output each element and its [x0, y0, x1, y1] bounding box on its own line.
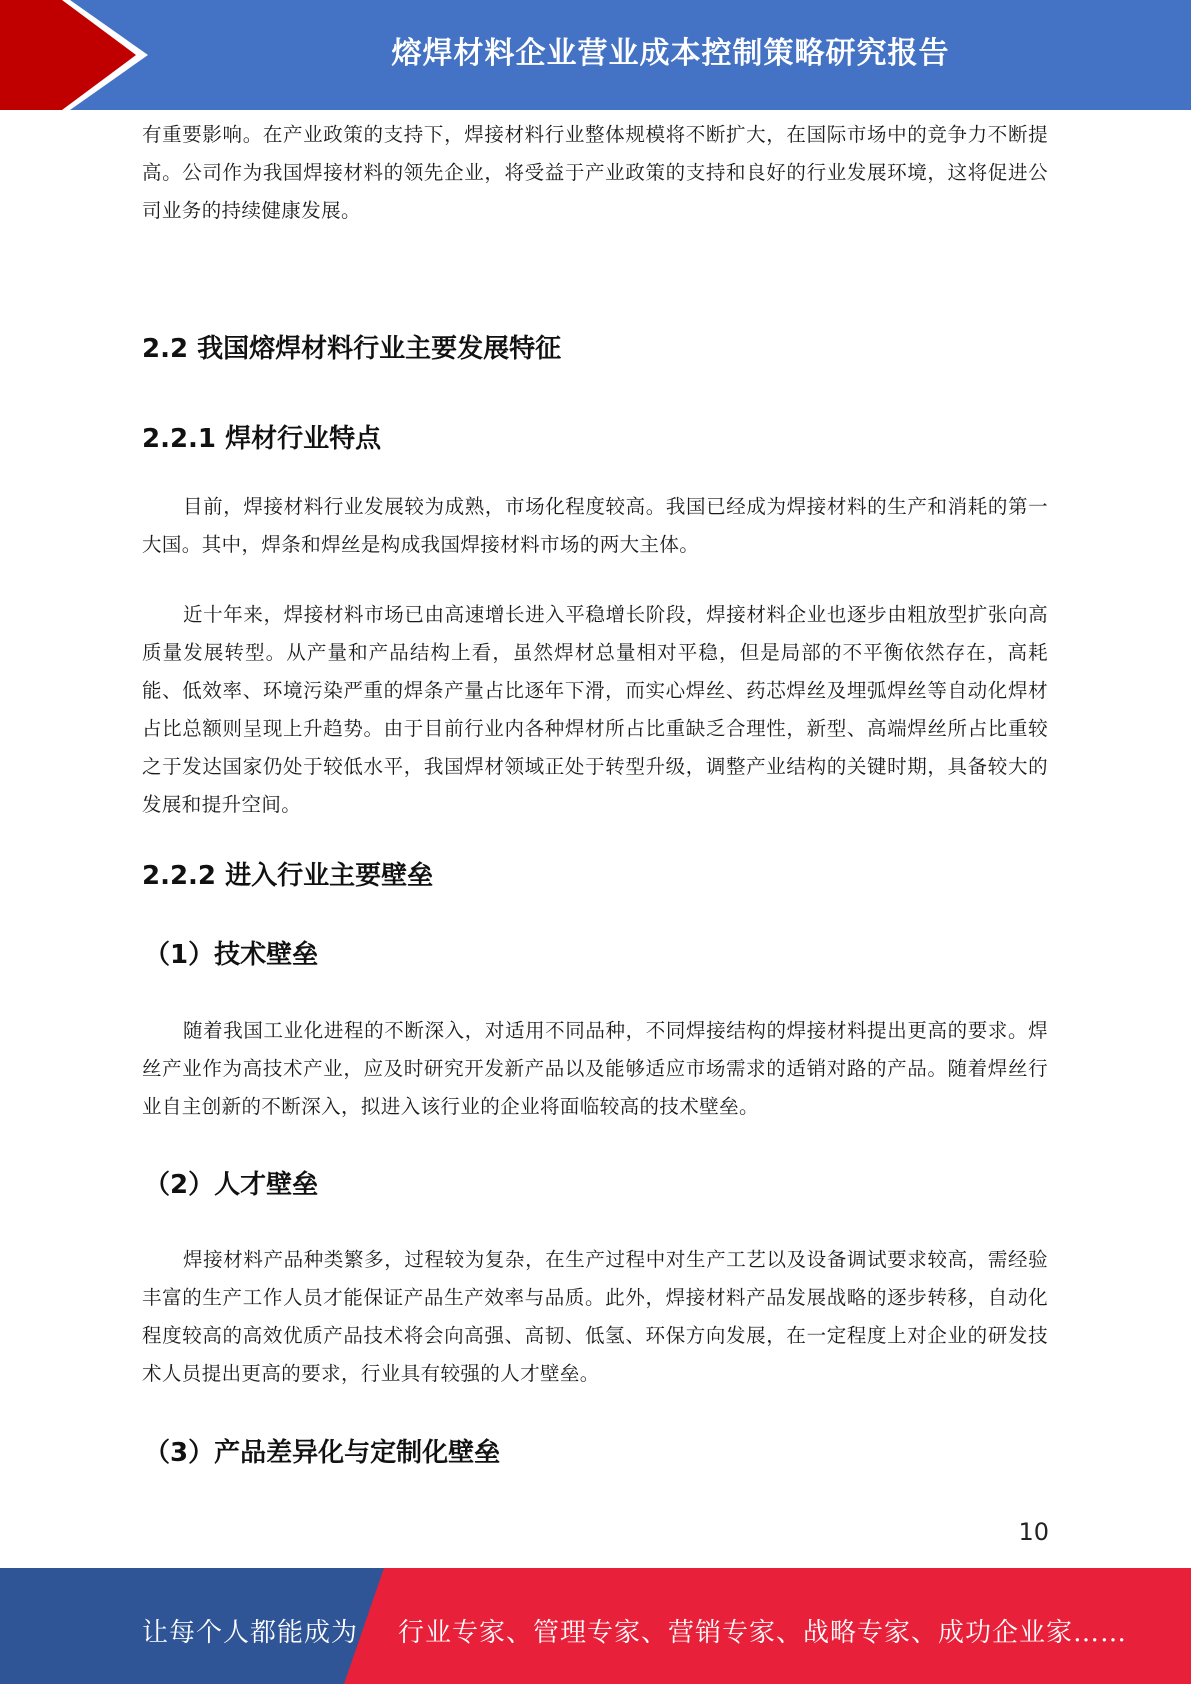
barrier-1-paragraph: 随着我国工业化进程的不断深入，对适用不同品种，不同焊接结构的焊接材料提出更高的要求。焊丝产业作为高技术产业，应及时研究开发新产品以及能够适应市场需求的适销对路的产品。随着焊丝行业自主创新的不断深入，拟进入该行业的企业将面临较高的技术壁垒。 — [142, 1019, 1048, 1118]
barrier-1-heading: （1）技术壁垒 — [144, 940, 319, 970]
barrier-2-heading: （2）人才壁垒 — [144, 1170, 319, 1200]
page-number: 10 — [1018, 1518, 1049, 1546]
page-footer — [0, 1568, 1191, 1684]
header-chevron-decoration — [0, 0, 160, 110]
report-title: 熔焊材料企业营业成本控制策略研究报告 — [391, 36, 950, 71]
barrier-2-paragraph: 焊接材料产品种类繁多，过程较为复杂，在生产过程中对生产工艺以及设备调试要求较高，需经验丰富的生产工作人员才能保证产品生产效率与品质。此外，焊接材料产品发展战略的逐步转移，自动化程度较高的高效优质产品技术将会向高强、高韧、低氢、环保方向发展，在一定程度上对企业的研发技术人员提出更高的要求，行业具有较强的人才壁垒。 — [142, 1248, 1048, 1385]
section-heading-2-2-2: 2.2.2 进入行业主要壁垒 — [142, 861, 434, 891]
intro-paragraph: 有重要影响。在产业政策的支持下，焊接材料行业整体规模将不断扩大，在国际市场中的竞争力不断提高。公司作为我国焊接材料的领先企业，将受益于产业政策的支持和良好的行业发展环境，这将促进公司业务的持续健康发展。 — [142, 123, 1048, 222]
barrier-3-heading: （3）产品差异化与定制化壁垒 — [144, 1438, 501, 1468]
footer-slogan-right: 行业专家、管理专家、营销专家、战略专家、成功企业家…… — [398, 1618, 1128, 1648]
page-header — [0, 0, 1191, 110]
section-heading-2-2-1: 2.2.1 焊材行业特点 — [142, 424, 382, 454]
section-heading-2-2: 2.2 我国熔焊材料行业主要发展特征 — [142, 334, 562, 364]
footer-slogan-left: 让每个人都能成为 — [142, 1618, 359, 1648]
paragraph-industry-overview: 目前，焊接材料行业发展较为成熟，市场化程度较高。我国已经成为焊接材料的生产和消耗的第一大国。其中，焊条和焊丝是构成我国焊接材料市场的两大主体。 — [142, 495, 1048, 556]
paragraph-industry-trend: 近十年来，焊接材料市场已由高速增长进入平稳增长阶段，焊接材料企业也逐步由粗放型扩张向高质量发展转型。从产量和产品结构上看，虽然焊材总量相对平稳，但是局部的不平衡依然存在，高耗能、低效率、环境污染严重的焊条产量占比逐年下滑，而实心焊丝、药芯焊丝及埋弧焊丝等自动化焊材占比总额则呈现上升趋势。由于目前行业内各种焊材所占比重缺乏合理性，新型、高端焊丝所占比重较之于发达国家仍处于较低水平，我国焊材领域正处于转型升级，调整产业结构的关键时期，具备较大的发展和提升空间。 — [142, 603, 1048, 816]
